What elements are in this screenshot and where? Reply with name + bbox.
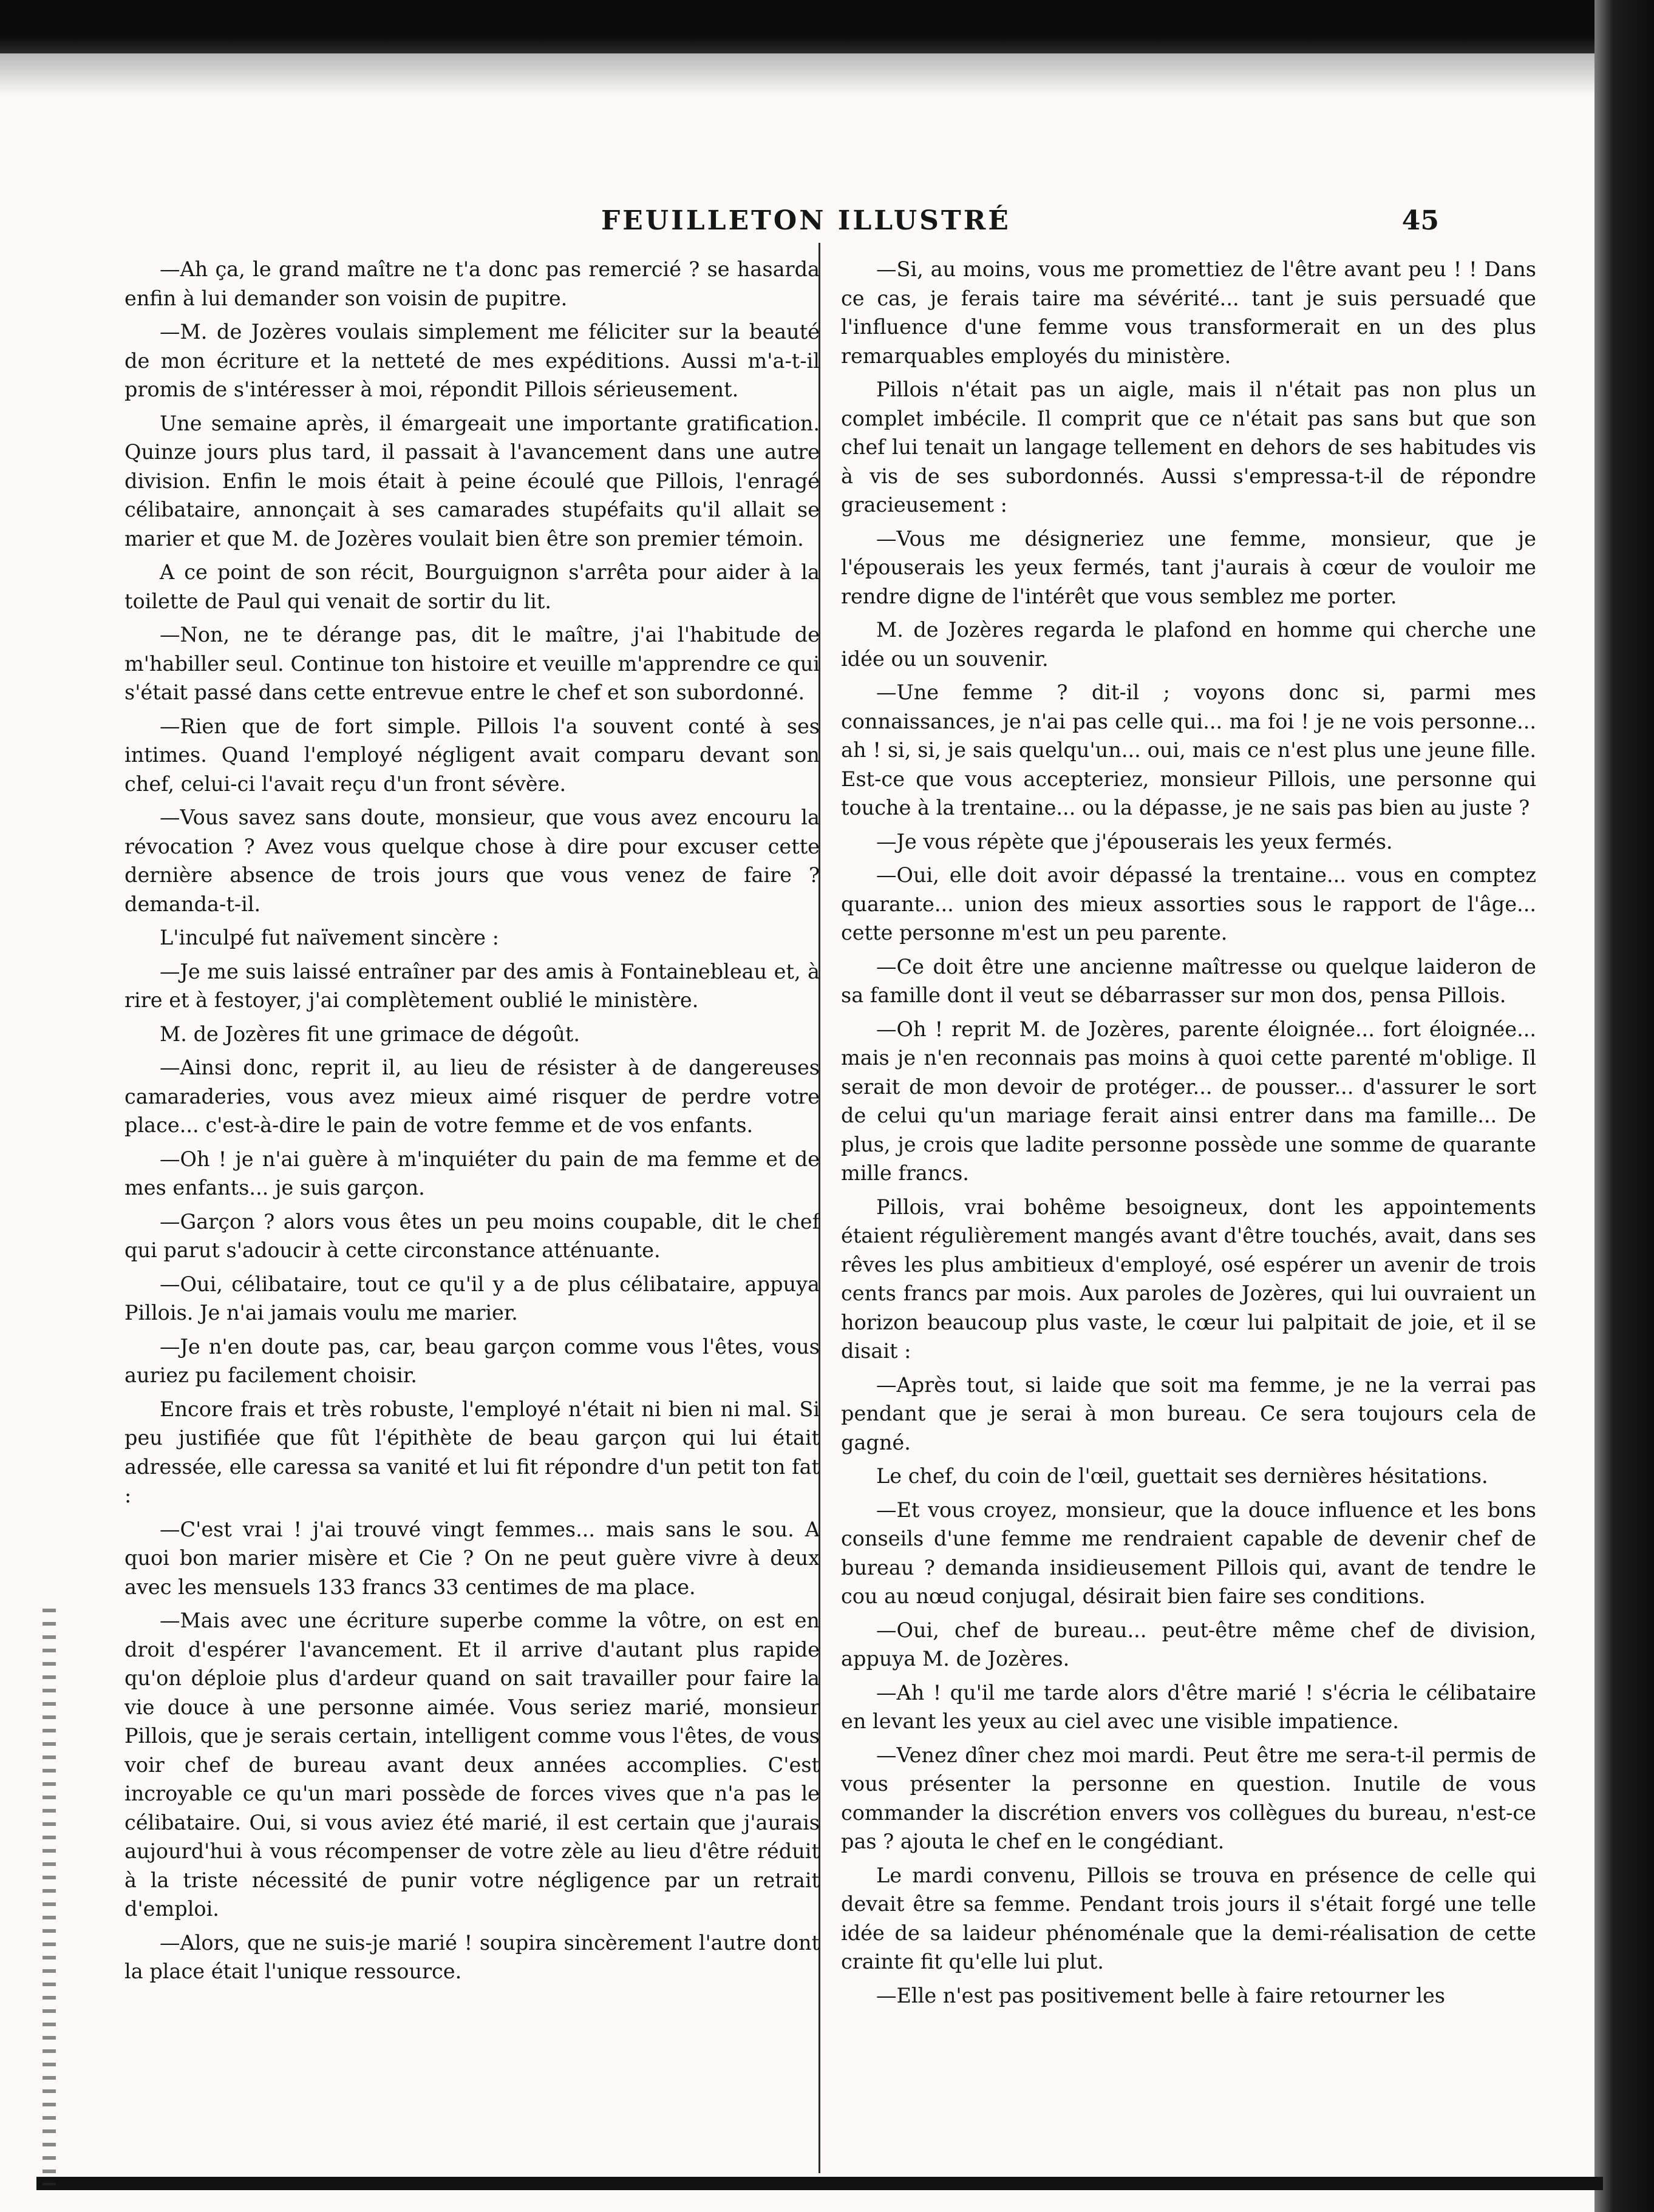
paragraph: A ce point de son récit, Bourguignon s'arrêta pour aider à la toilette de Paul qui venait de sortir du lit. [124,560,820,613]
page-number: 45 [1401,205,1439,236]
left-column [124,255,820,2167]
paragraph: —Alors, que ne suis-je marié ! soupira sincèrement l'autre dont la place était l'unique ressource. [124,1930,820,1983]
scan-noise-left [43,1609,56,2185]
paragraph: —Oui, elle doit avoir dépassé la trentaine... vous en comptez quarante... union des mieux assorties sous le rapport de l'âge... cette personne m'est un peu parente. [841,863,1536,945]
paragraph: —Venez dîner chez moi mardi. Peut être me sera-t-il permis de vous présenter la personne en question. Inutile de vous commander la discrétion envers vos collègues du bureau, n'est-ce pas ? ajouta le chef en le congédiant. [841,1743,1536,1853]
scan-border-top [0,0,1654,53]
paragraph: —Rien que de fort simple. Pillois l'a souvent conté à ses intimes. Quand l'employé négligent avait comparu devant son chef, celui-ci l'avait reçu d'un front sévère. [124,714,820,796]
paragraph: M. de Jozères fit une grimace de dégoût. [160,1022,580,1046]
paragraph: —M. de Jozères voulais simplement me féliciter sur la beauté de mon écriture et la netteté de mes expéditions. Aussi m'a-t-il promis de s'intéresser à moi, répondit Pillois sérieusement. [124,320,820,401]
scan-shadow-top [0,53,1654,96]
paragraph: —Ah ça, le grand maître ne t'a donc pas remercié ? se hasarda enfin à lui demander son voisin de pupitre. [124,257,820,310]
paragraph: —Vous me désigneriez une femme, monsieur, que je l'épouserais les yeux fermés, tant j'aurais à cœur de vouloir me rendre digne de l'intérêt que vous semblez me porter. [841,526,1536,608]
paragraph: —Je n'en doute pas, car, beau garçon comme vous l'êtes, vous auriez pu facilement choisir. [124,1334,820,1387]
paragraph: —Ainsi donc, reprit il, au lieu de résister à de dangereuses camaraderies, vous avez mieux aimé risquer de perdre votre place... c'est-à-dire le pain de votre femme et de vos enfants. [124,1056,820,1137]
paragraph: —Je me suis laissé entraîner par des amis à Fontainebleau et, à rire et à festoyer, j'ai complètement oublié le ministère. [124,959,820,1012]
paragraph: —Oui, chef de bureau... peut-être même chef de division, appuya M. de Jozères. [841,1618,1536,1671]
paragraph: —Elle n'est pas positivement belle à faire retourner les [876,1983,1445,2007]
paragraph: —Une femme ? dit-il ; voyons donc si, parmi mes connaissances, je n'ai pas celle qui... ma foi ! je ne vois personne... ah ! si, si, je sais quelqu'un... oui, mais ce n'est plus une jeune fille. Est-ce que vous accepteriez, monsieur Pillois, une personne qui touche à la trentaine... ou la dépasse, je ne sais pas bien au juste ? [841,680,1536,819]
paragraph: —Oui, célibataire, tout ce qu'il y a de plus célibataire, appuya Pillois. Je n'ai jamais voulu me marier. [124,1272,820,1325]
right-column [841,255,1536,2167]
paragraph: —Je vous répète que j'épouserais les yeux fermés. [876,829,1393,853]
running-title: FEUILLETON ILLUSTRÉ [601,205,1011,236]
paragraph: Pillois n'était pas un aigle, mais il n'était pas non plus un complet imbécile. Il comprit que ce n'était pas sans but que son chef lui tenait un langage tellement en dehors de ses habitudes vis à vis de ses subordonnés. Aussi s'empressa-t-il de répondre gracieusement : [841,378,1536,517]
paragraph: Le chef, du coin de l'œil, guettait ses dernières hésitations. [876,1464,1488,1488]
paragraph: —Vous savez sans doute, monsieur, que vous avez encouru la révocation ? Avez vous quelque chose à dire pour excuser cette dernière absence de trois jours que vous venez de faire ? demanda-t-il. [124,806,820,916]
scan-border-bottom [36,2177,1603,2190]
paragraph: —Oh ! je n'ai guère à m'inquiéter du pain de ma femme et de mes enfants... je suis garçon. [124,1147,820,1199]
scan-border-right [1594,0,1654,2212]
paragraph: —Garçon ? alors vous êtes un peu moins coupable, dit le chef qui parut s'adoucir à cette circonstance atténuante. [124,1209,820,1262]
paragraph: —C'est vrai ! j'ai trouvé vingt femmes... mais sans le sou. A quoi bon marier misère et Cie ? On ne peut guère vivre à deux avec les mensuels 133 francs 33 centimes de ma place. [124,1517,820,1599]
paragraph: —Ah ! qu'il me tarde alors d'être marié ! s'écria le célibataire en levant les yeux au ciel avec une visible impatience. [841,1680,1536,1733]
paragraph: Une semaine après, il émargeait une importante gratification. Quinze jours plus tard, il passait à l'avancement dans une autre division. Enfin le mois était à peine écoulé que Pillois, l'enragé célibataire, annonçait à ses camarades stupéfaits qu'il allait se marier et que M. de Jozères voulait bien être son premier témoin. [124,411,820,551]
paragraph: —Mais avec une écriture superbe comme la vôtre, on est en droit d'espérer l'avancement. Et il arrive d'autant plus rapide qu'on déploie plus d'ardeur quand on sait travailler pour faire la vie douce à une personne aimée. Vous seriez marié, monsieur Pillois, que je serais certain, intelligent comme vous l'êtes, de vous voir chef de bureau avant deux années accomplies. C'est incroyable ce qu'un mari possède de forces vives que n'a pas le célibataire. Oui, si vous aviez été marié, il est certain que j'aurais aujourd'hui à vous récompenser de votre zèle au lieu d'être réduit à la triste nécessité de punir votre négligence par un retrait d'emploi. [124,1609,820,1921]
paragraph: —Oh ! reprit M. de Jozères, parente éloignée... fort éloignée... mais je n'en reconnais pas moins à quoi cette parenté m'oblige. Il serait de mon devoir de protéger... de pousser... d'assurer le sort de celui qu'un mariage ferait ainsi entrer dans ma famille... De plus, je crois que ladite personne possède une somme de quarante mille francs. [841,1017,1536,1185]
paragraph: Le mardi convenu, Pillois se trouva en présence de celle qui devait être sa femme. Pendant trois jours il s'était forgé une telle idée de sa laideur phénoménale que la demi-réalisation de cette crainte fit qu'elle lui plut. [841,1863,1536,1973]
paragraph: —Ce doit être une ancienne maîtresse ou quelque laideron de sa famille dont il veut se débarrasser sur mon dos, pensa Pillois. [841,954,1536,1007]
paragraph: —Et vous croyez, monsieur, que la douce influence et les bons conseils d'une femme me rendraient capable de devenir chef de bureau ? demanda insidieusement Pillois qui, avant de tendre le cou au nœud conjugal, désirait bien faire ses conditions. [841,1498,1536,1608]
paragraph: —Après tout, si laide que soit ma femme, je ne la verrai pas pendant que je serai à mon bureau. Ce sera toujours cela de gagné. [841,1372,1536,1454]
paragraph: M. de Jozères regarda le plafond en homme qui cherche une idée ou un souvenir. [841,618,1536,671]
page-header [128,205,1475,242]
paragraph: —Si, au moins, vous me promettiez de l'être avant peu ! ! Dans ce cas, je ferais taire ma sévérité... tant je suis persuadé que l'influence d'une femme vous transformerait en un des plus remarquables employés du ministère. [841,257,1536,368]
paragraph: Pillois, vrai bohême besoigneux, dont les appointements étaient régulièrement mangés avant d'être touchés, avait, dans ses rêves les plus ambitieux d'employé, osé espérer un avenir de trois cents francs par mois. Aux paroles de Jozères, qui lui ouvraient un horizon beaucoup plus vaste, le cœur lui palpitait de joie, et il se disait : [841,1195,1536,1363]
paragraph: Encore frais et très robuste, l'employé n'était ni bien ni mal. Si peu justifiée que fût l'épithète de beau garçon qui lui était adressée, elle caressa sa vanité et lui fit répondre d'un petit ton fat : [124,1397,820,1507]
paragraph: —Non, ne te dérange pas, dit le maître, j'ai l'habitude de m'habiller seul. Continue ton histoire et veuille m'apprendre ce qui s'était passé dans cette entrevue entre le chef et son subordonné. [124,623,820,704]
paragraph: L'inculpé fut naïvement sincère : [160,926,499,949]
